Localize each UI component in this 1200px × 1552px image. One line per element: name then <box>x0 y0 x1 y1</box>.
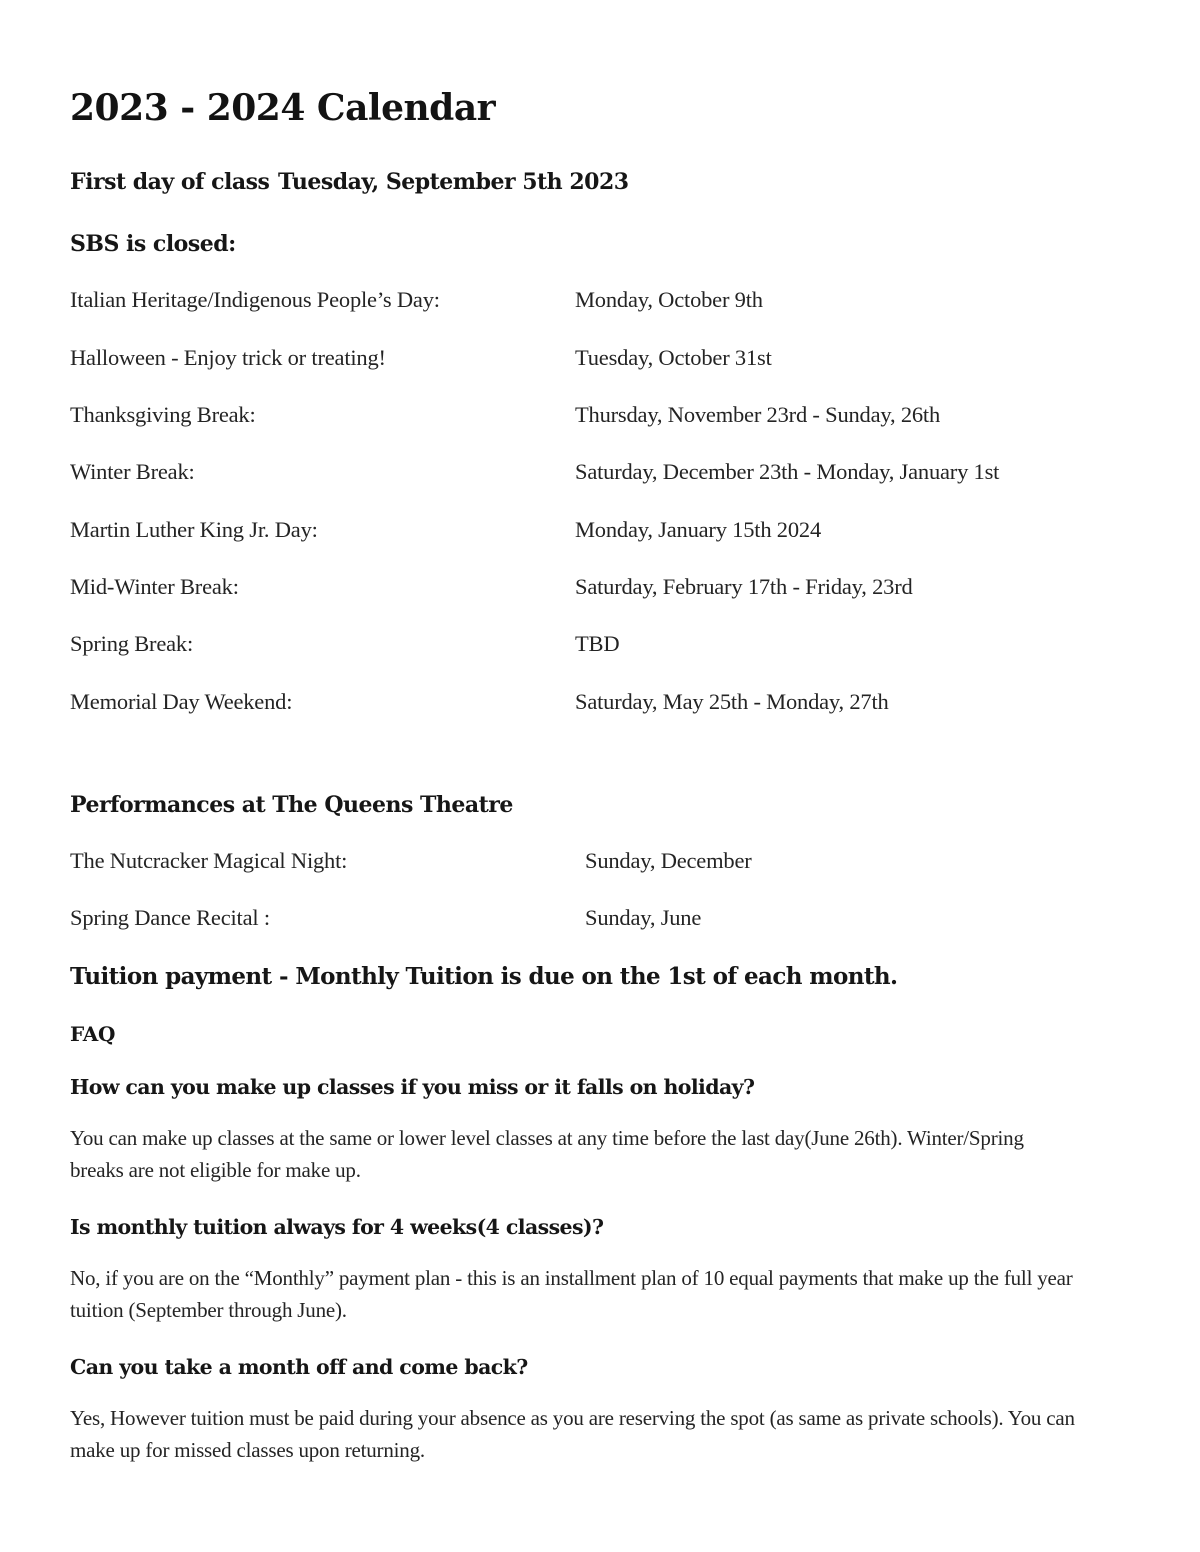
faq-answer-monthly-tuition: No, if you are on the “Monthly” payment plan - this is an installment plan of 10 equal payments that make up the full year tuition (September through June). <box>70 1265 1073 1322</box>
performance-date: Sunday, December <box>585 848 752 874</box>
performance-row-nutcracker <box>70 847 1110 875</box>
holiday-label: Italian Heritage/Indigenous People’s Day: <box>70 287 440 313</box>
holiday-date: TBD <box>575 631 620 657</box>
closed-row-winter-break <box>70 458 1110 486</box>
faq-heading: FAQ <box>70 1021 116 1046</box>
faq-question-monthly-tuition: Is monthly tuition always for 4 weeks(4 classes)? <box>70 1214 604 1239</box>
holiday-label: Memorial Day Weekend: <box>70 688 293 714</box>
faq-question-month-off: Can you take a month off and come back? <box>70 1354 528 1379</box>
holiday-date: Thursday, November 23rd - Sunday, 26th <box>575 402 941 428</box>
holiday-label: Spring Break: <box>70 631 194 657</box>
performance-label: Spring Dance Recital : <box>70 905 270 931</box>
closed-section-heading: SBS is closed: <box>70 231 236 258</box>
page-title: 2023 - 2024 Calendar <box>70 87 496 129</box>
holiday-date: Monday, January 15th 2024 <box>575 516 822 542</box>
holiday-date: Monday, October 9th <box>575 287 763 313</box>
performance-date: Sunday, June <box>585 905 702 931</box>
faq-answer-makeup-classes: You can make up classes at the same or lower level classes at any time before the last day(June 26th). Winter/Spring breaks are not eligible for make up. <box>70 1125 1024 1182</box>
performance-label: The Nutcracker Magical Night: <box>70 848 348 874</box>
closed-row-mlk-day <box>70 516 1110 544</box>
closed-row-memorial-day <box>70 688 1110 716</box>
first-day-label: First day of class <box>70 169 270 196</box>
first-day-row <box>70 169 1110 195</box>
closed-row-spring-break <box>70 630 1110 658</box>
holiday-date: Saturday, December 23th - Monday, January 1st <box>575 459 1000 485</box>
first-day-value: Tuesday, September 5th 2023 <box>278 169 629 196</box>
performance-row-spring-recital <box>70 904 1110 932</box>
holiday-date: Tuesday, October 31st <box>575 344 772 370</box>
holiday-label: Mid-Winter Break: <box>70 574 239 600</box>
faq-answer-month-off: Yes, However tuition must be paid during your absence as you are reserving the spot (as same as private schools). You can make up for missed classes upon returning. <box>70 1405 1075 1462</box>
performances-heading: Performances at The Queens Theatre <box>70 792 513 819</box>
closed-row-thanksgiving <box>70 401 1110 429</box>
holiday-date: Saturday, May 25th - Monday, 27th <box>575 688 889 714</box>
holiday-label: Halloween - Enjoy trick or treating! <box>70 344 386 370</box>
holiday-date: Saturday, February 17th - Friday, 23rd <box>575 574 913 600</box>
faq-question-makeup-classes: How can you make up classes if you miss or it falls on holiday? <box>70 1074 755 1099</box>
closed-row-italian-heritage <box>70 286 1110 314</box>
tuition-note: Tuition payment - Monthly Tuition is due on the 1st of each month. <box>70 962 898 990</box>
closed-row-mid-winter-break <box>70 573 1110 601</box>
holiday-label: Winter Break: <box>70 459 195 485</box>
holiday-label: Thanksgiving Break: <box>70 402 256 428</box>
closed-row-halloween <box>70 344 1110 372</box>
holiday-label: Martin Luther King Jr. Day: <box>70 516 318 542</box>
